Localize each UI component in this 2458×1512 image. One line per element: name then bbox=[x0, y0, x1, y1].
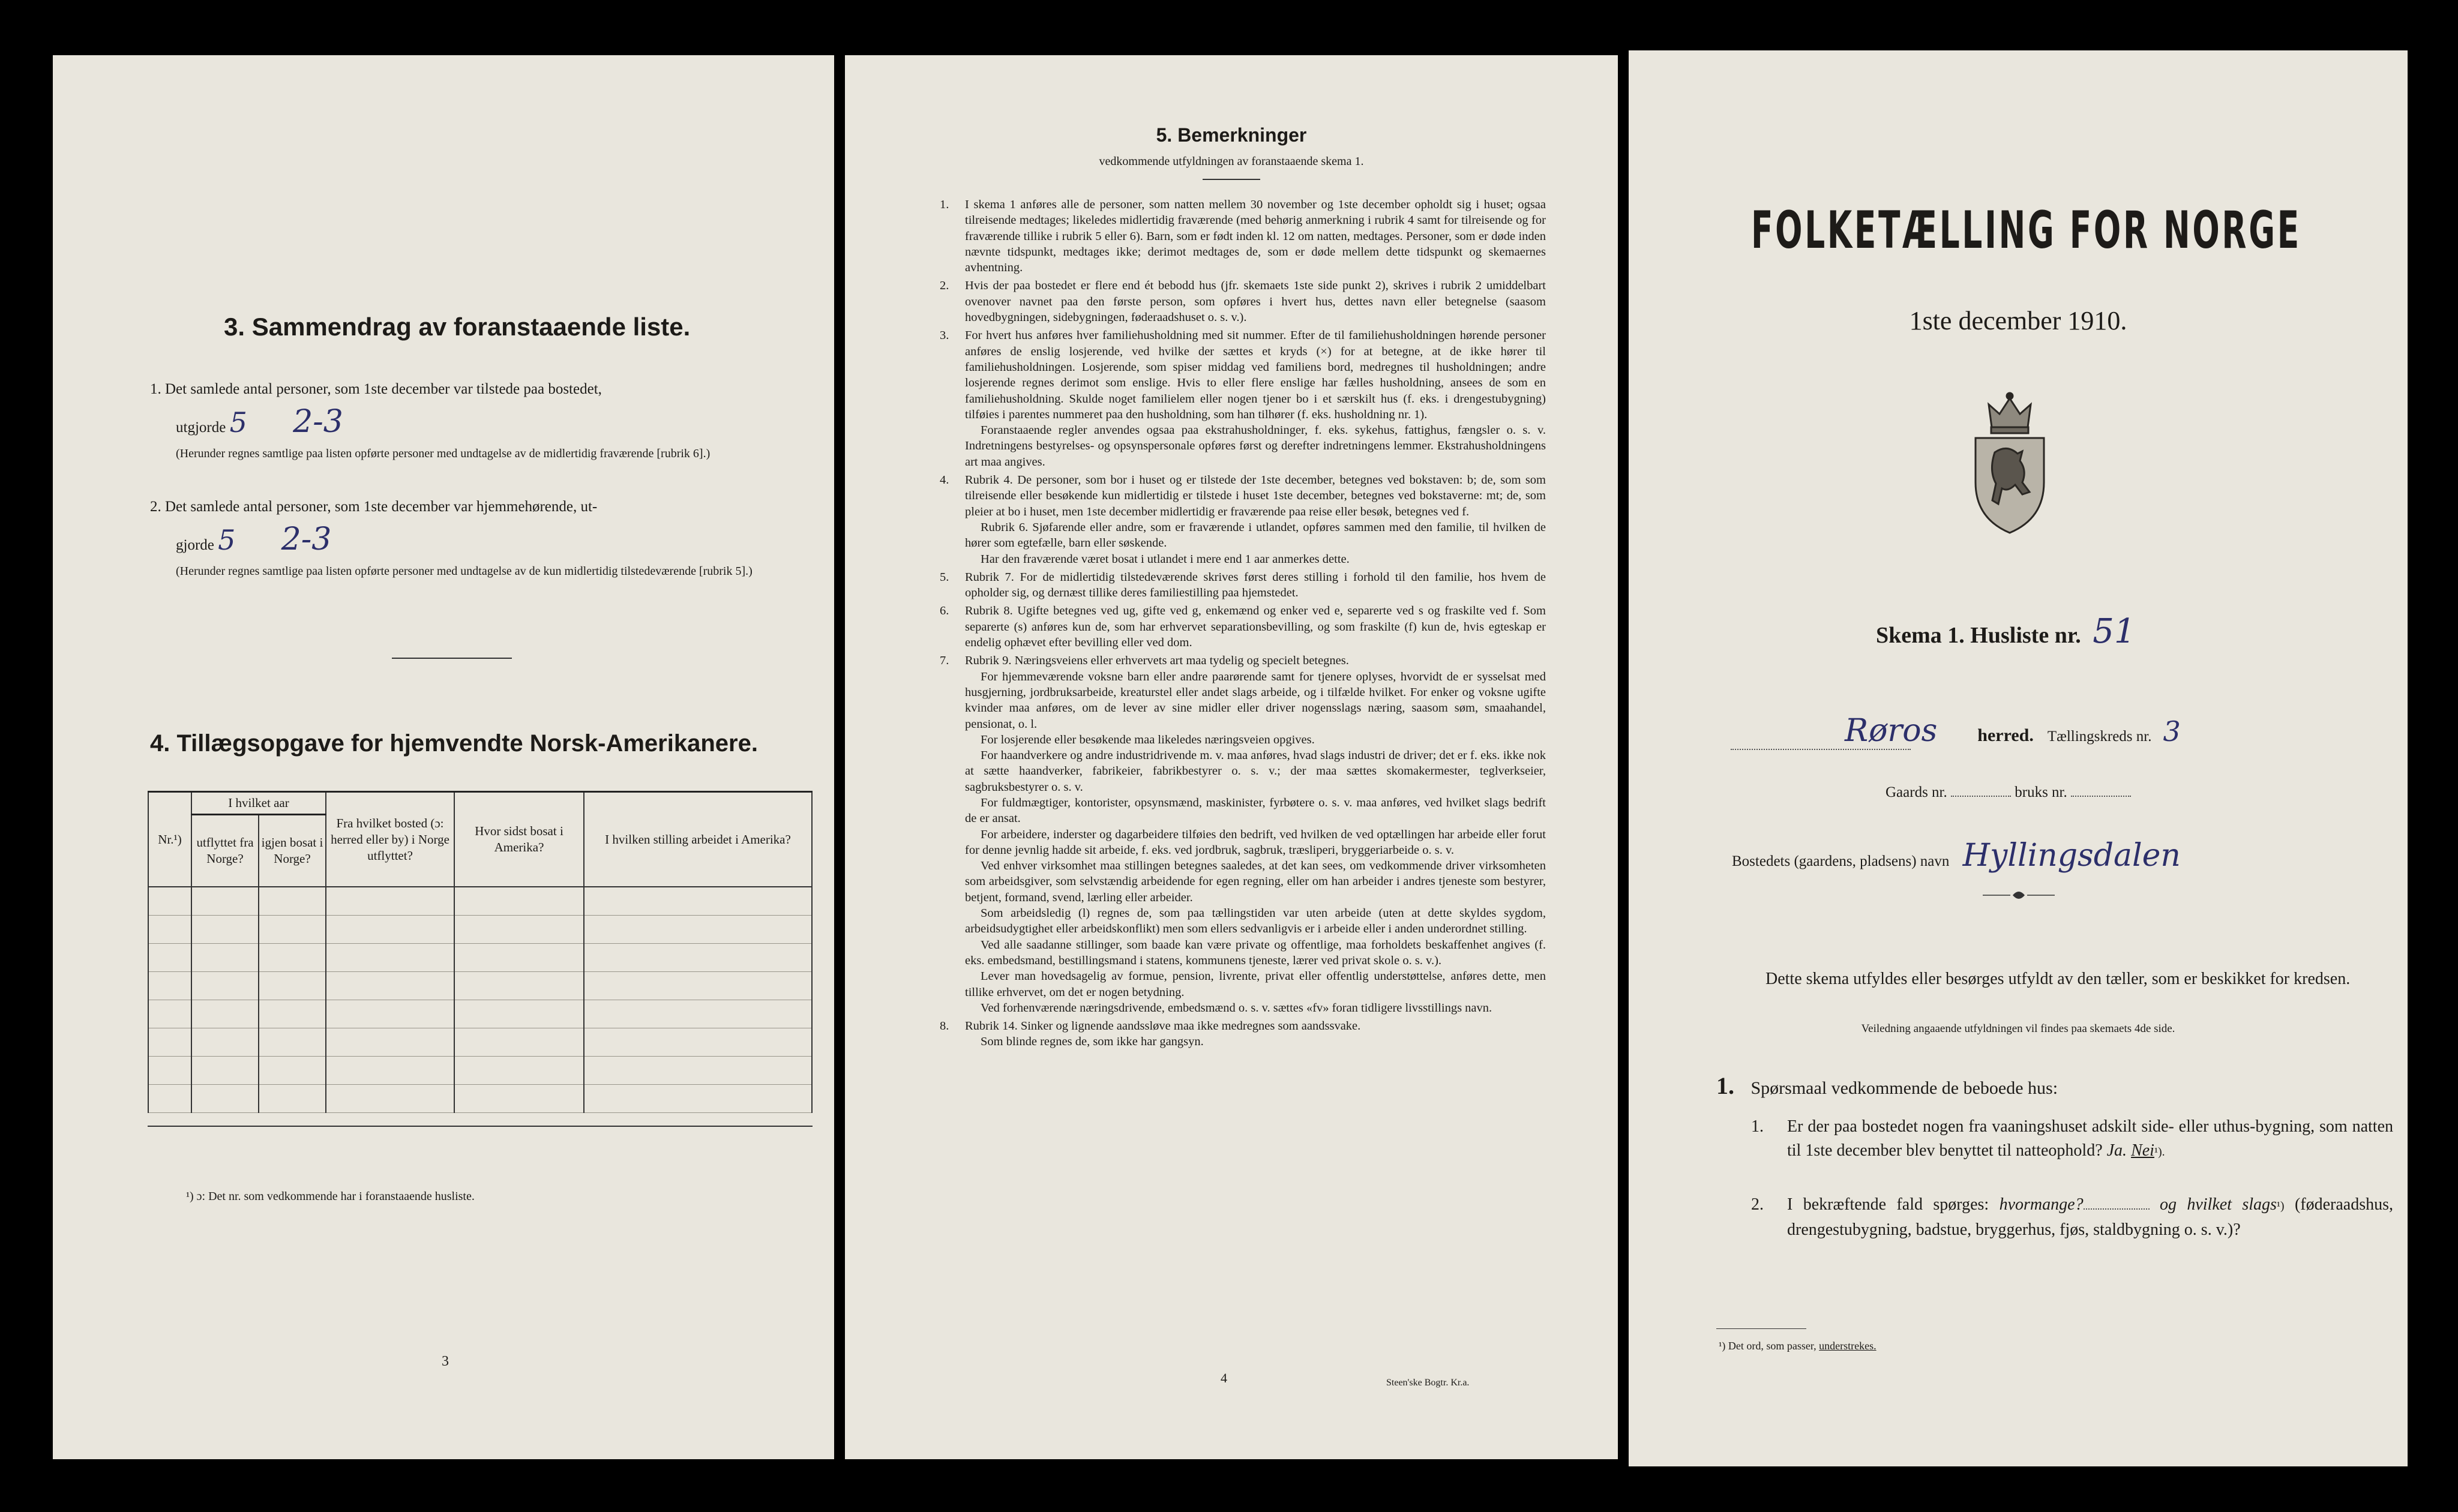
col-amerika: Hvor sidst bosat i Amerika? bbox=[454, 792, 584, 887]
table-row bbox=[148, 1028, 812, 1057]
remark-paragraph: Rubrik 8. Ugifte betegnes ved ug, gifte ved g, enkemænd og enker ved e, separerte ved s og fraskilte ved f. Som separerte (s) anføres kun de, som har erhvervet separationsbevilling, og som fraskilte (f) kun de, hvis egteskap er endelig ophævet efter bevilling eller ved dom. bbox=[965, 604, 1546, 650]
bosted-value: Hyllingsdalen bbox=[1962, 838, 2181, 874]
col-bosted: Fra hvilket bosted (ɔ: herred eller by) i Norge utflyttet? bbox=[326, 792, 454, 887]
remark-item bbox=[940, 603, 1546, 650]
printer-mark: Steen'ske Bogtr. Kr.a. bbox=[1386, 1378, 1470, 1388]
q2-rest: (føderaadshus, drengestubygning, badstue, bryggerhus, fjøs, staldbygning o. s. v.)? bbox=[1787, 1195, 2394, 1239]
item2-handwritten: 2-3 bbox=[281, 521, 332, 557]
right-footnote bbox=[1719, 1336, 1877, 1356]
remark-paragraph: Lever man hovedsagelig av formue, pension, livrente, privat eller offentlig understøttelse, anføres dette, men tillike erhvervet, om det er nogen betydning. bbox=[965, 970, 1546, 999]
remark-paragraph: Rubrik 7. For de midlertidig tilstedeværende skrives først deres stilling i forhold til den familie, hos hvem de opholder sig, og dernæst tillike deres familiestilling paa hjemstedet. bbox=[965, 570, 1546, 600]
remark-paragraph: Rubrik 14. Sinker og lignende aandssløve maa ikke medregnes som aandssvake. bbox=[965, 1019, 1361, 1033]
q1-sup: ¹). bbox=[2154, 1145, 2165, 1159]
q2-hvormange: hvormange? bbox=[1999, 1195, 2084, 1214]
remark-item bbox=[940, 653, 1546, 1016]
table-row bbox=[148, 1085, 812, 1113]
col-nr: Nr.¹) bbox=[148, 792, 191, 887]
remark-item bbox=[940, 328, 1546, 470]
q2-og: og hvilket slags bbox=[2159, 1195, 2277, 1214]
item1-note: (Herunder regnes samtlige paa listen opførte personer med undtagelse av de midlertidig fraværende [rubrik 6].) bbox=[176, 447, 711, 460]
table-body bbox=[148, 887, 812, 1113]
remark-paragraph: Rubrik 6. Sjøfarende eller andre, som er fraværende i utlandet, opføres sammen med den familie, til hvilken de hører som egtefælle, barn eller søskende. bbox=[965, 520, 1546, 550]
section4-title: 4. Tillægsopgave for hjemvendte Norsk-Amerikanere. bbox=[150, 730, 758, 757]
remark-paragraph: Ved forhenværende næringsdrivende, embedsmænd o. s. v. sættes «fv» foran tidligere livsstillings navn. bbox=[981, 1001, 1492, 1015]
remark-paragraph: For losjerende eller besøkende maa likeledes næringsveien opgives. bbox=[981, 733, 1315, 746]
remark-item bbox=[940, 569, 1546, 601]
remark-item bbox=[940, 1018, 1546, 1050]
col-utflyttet: utflyttet fra Norge? bbox=[191, 815, 259, 887]
remark-paragraph: Som blinde regnes de, som ikke har gangsyn. bbox=[981, 1035, 1204, 1049]
remark-paragraph: For arbeidere, inderster og dagarbeidere tilføies den bedrift, ved hvilken de ved optællingen har arbeide eller forut for denne jevnlig hadde sit arbeide, f. eks. ved jordbruk, sagbruk, træsliperi, bryggeriarbeide o. s. v. bbox=[965, 827, 1546, 857]
utgjorde-label: utgjorde bbox=[176, 419, 226, 436]
section3-title: 3. Sammendrag av foranstaaende liste. bbox=[224, 313, 691, 341]
utgjorde-label: gjorde bbox=[176, 537, 214, 553]
table-row bbox=[148, 1057, 812, 1085]
remarks-title: 5. Bemerkninger bbox=[1156, 124, 1307, 146]
item2-note: (Herunder regnes samtlige paa listen opførte personer med undtagelse av de kun midlertidig tilstedeværende [rubrik 5].) bbox=[176, 565, 753, 578]
table-row bbox=[148, 972, 812, 1000]
table-row bbox=[148, 916, 812, 944]
skema-label: Skema 1. Husliste nr. bbox=[1876, 623, 2081, 648]
remark-paragraph: For hjemmeværende voksne barn eller andre paarørende samt for tjenere oplyses, hvorvidt de er sysselsat med husgjerning, jordbruksarbeide, kreaturstel eller andet slags arbeide, og i tilfælde hvilket. For enker og voksne ugifte kvinder maa anføres, om de lever av sine midler eller driver nogensslags næring, saasom søm, smaahandel, pensionat, o. l. bbox=[965, 670, 1546, 731]
question-2 bbox=[1751, 1193, 2393, 1242]
page-left bbox=[53, 55, 834, 1459]
bosted-line bbox=[1732, 838, 2392, 880]
item1-handwritten: 2-3 bbox=[293, 404, 343, 440]
question-title: Spørsmaal vedkommende de beboede hus: bbox=[1750, 1078, 2058, 1098]
divider bbox=[392, 658, 512, 659]
remark-number: 7. bbox=[940, 654, 949, 668]
husliste-number: 51 bbox=[2093, 612, 2136, 651]
skema-line bbox=[1876, 612, 2136, 651]
q1-text: Er der paa bostedet nogen fra vaaningshuset adskilt side- eller uthus-bygning, som natten til 1ste december blev benyttet til natteophold? bbox=[1787, 1117, 2393, 1160]
remark-paragraph: Som arbeidsledig (l) regnes de, som paa tællingstiden var uten arbeide (uten at dette skyldes sygdom, arbeidsudygtighet eller arbeidskonflikt) men som ellers sedvanligvis er i arbeide eller i anden underordnet stilling. bbox=[965, 907, 1546, 936]
remark-number: 5. bbox=[940, 570, 949, 584]
table-bottom-rule bbox=[148, 1126, 813, 1127]
remark-paragraph: Hvis der paa bostedet er flere end ét bebodd hus (jfr. skemaets 1ste side punkt 2), skrives i rubrik 2 umiddelbart ovenover navnet paa den første person, som opføres i hvert hus, dettes navn eller betegnelse (saasom hovedbygningen, sidebygningen, føderaadshuset o. s. v.). bbox=[965, 279, 1546, 325]
kreds-label: Tællingskreds nr. bbox=[2047, 728, 2152, 745]
footnote-prefix: ¹) Det ord, som passer, bbox=[1719, 1340, 1816, 1352]
remark-paragraph: Rubrik 4. De personer, som bor i huset og er tilstede der 1ste december, betegnes ved bokstaven: b; de, som som tilreisende eller besøkende kun midlertidig er tilstede i huset 1ste december, betegnes ved bokstaverne: mt; de, som pleier at bo i huset, men 1ste december midlertidig er fraværende paa reise eller besøk, betegnes ved f. bbox=[965, 473, 1546, 518]
item1-text: 1. Det samlede antal personer, som 1ste december var tilstede paa bostedet, bbox=[150, 381, 602, 397]
remark-paragraph: For hvert hus anføres hver familiehusholdning med sit nummer. Efter de til familiehusholdningen hørende personer anføres de enslig losjerende, ved hvilke der sættes et kryds (×) for at betegne, at de ikke hører til familiehusholdningen. Losjerende, som spiser middag ved familiens bord, medregnes til husholdningen; andre losjerende regnes derimot som enslige. Hvis to eller flere enslige har fælles husholdning, ansees de som en familiehusholdning. Skulde noget familielem eller nogen tjener bo i et særskilt hus (f. eks. i drengestubygning) tilføies i parentes nummeret paa den husholdning, som han tilhører (f. eks. husholdning nr. 1). bbox=[965, 329, 1546, 421]
norsk-amerikanere-table bbox=[148, 791, 813, 1113]
remark-paragraph: Ved alle saadanne stillinger, som baade kan være private og offentlige, maa forholdets beskaffenhet angives (f. eks. embedsmand, bestillingsmand i statens, kommunens tjeneste, lærer ved privat skole o. s. v.). bbox=[965, 938, 1546, 967]
col-bosat: igjen bosat i Norge? bbox=[259, 815, 326, 887]
section4-footnote: ¹) ɔ: Det nr. som vedkommende har i foranstaaende husliste. bbox=[186, 1190, 475, 1203]
remark-paragraph: For haandverkere og andre industridrivende m. v. maa anføres, hvad slags industri de driver; det er f. eks. ikke nok at sætte haandverker, fabrikeier, fabrikbestyrer o. s. v.; der maa sættes skomakermester, teglverkseier, sagbruksbestyrer o. s. v. bbox=[965, 749, 1546, 794]
gaards-label: Gaards nr. bbox=[1886, 784, 1947, 800]
footnote-underline: understrekes. bbox=[1819, 1340, 1877, 1352]
question-number: 1. bbox=[1716, 1072, 1734, 1099]
remark-item bbox=[940, 278, 1546, 325]
item1-utgjorde bbox=[176, 404, 716, 440]
item2-value: 5 bbox=[218, 524, 236, 556]
remark-number: 8. bbox=[940, 1019, 949, 1033]
herred-value: Røros bbox=[1845, 713, 1938, 749]
page-middle bbox=[845, 55, 1618, 1459]
remark-number: 6. bbox=[940, 604, 949, 618]
bosted-label: Bostedets (gaardens, pladsens) navn bbox=[1732, 853, 1950, 869]
q2-sup: ¹) bbox=[2276, 1199, 2285, 1213]
remark-number: 1. bbox=[940, 198, 949, 211]
census-title: FOLKETÆLLING FOR NORGE bbox=[1751, 200, 2301, 260]
remark-paragraph: I skema 1 anføres alle de personer, som natten mellem 30 november og 1ste december opholdt sig i huset; ogsaa tilreisende medtages; likeledes midlertidig fraværende (med behørig anmerkning i rubrik 4 samt for tilreisende og for fraværende tillike i rubrik 5 eller 6). Barn, som er født inden kl. 12 om natten, medtages. Personer, som er døde inden nævnte tidspunkt, medtages ikke; derimot medtages de, som er døde mellem dette tidspunkt og skemaernes avhentning. bbox=[965, 198, 1546, 275]
q1-nei: Nei bbox=[2131, 1141, 2154, 1160]
remark-item bbox=[940, 197, 1546, 275]
kreds-number: 3 bbox=[2163, 715, 2181, 748]
item2-text: 2. Det samlede antal personer, som 1ste december var hjemmehørende, ut- bbox=[150, 499, 598, 515]
footnote-rule bbox=[1716, 1328, 1806, 1329]
coat-of-arms-icon bbox=[1965, 386, 2055, 536]
intro-note: Veiledning angaaende utfyldningen vil findes paa skemaets 4de side. bbox=[1861, 1022, 2175, 1035]
item1-value: 5 bbox=[229, 406, 247, 439]
item2-utgjorde bbox=[176, 521, 716, 557]
subtitle-rule bbox=[1203, 179, 1260, 180]
remark-paragraph: Ved enhver virksomhet maa stillingen betegnes saaledes, at det kan sees, om vedkommende driver virksomheten som arbeidsgiver, som selvstændig arbeidende for egen regning, eller om han arbeider i andres tjeneste som bestyrer, betjent, formand, svend, lærling eller arbeider. bbox=[965, 859, 1546, 904]
remark-paragraph: Foranstaaende regler anvendes ogsaa paa ekstrahusholdninger, f. eks. sykehus, fattighus, fængsler o. s. v. Indretningens bestyrelses- og opsynspersonale opføres først og derefter indretningens lemmer. Ekstrahusholdningens art maa angives. bbox=[965, 424, 1546, 469]
page-number: 3 bbox=[442, 1354, 449, 1369]
page-right bbox=[1629, 50, 2408, 1466]
remarks-list bbox=[940, 197, 1546, 1052]
page-number: 4 bbox=[1221, 1370, 1227, 1385]
remark-item bbox=[940, 472, 1546, 567]
remark-paragraph: Har den fraværende været bosat i utlandet i mere end 1 aar anmerkes dette. bbox=[981, 552, 1350, 566]
remarks-subtitle: vedkommende utfyldningen av foranstaaende skema 1. bbox=[1099, 155, 1364, 168]
question-heading bbox=[1716, 1074, 2058, 1100]
table-row bbox=[148, 1000, 812, 1028]
remark-number: 2. bbox=[940, 279, 949, 293]
remark-paragraph: For fuldmægtiger, kontorister, opsynsmænd, maskinister, fyrbøtere o. s. v. maa anføres, ved hvilket slags bedrift de er ansat. bbox=[965, 796, 1546, 826]
q2-number: 2. bbox=[1751, 1195, 1764, 1214]
intro-text: Dette skema utfyldes eller besørges utfyldt av den tæller, som er beskikket for kredsen. bbox=[1765, 970, 2351, 988]
q1-number: 1. bbox=[1751, 1117, 1764, 1136]
col-group-aar: I hvilket aar bbox=[191, 792, 326, 815]
gaards-line bbox=[1886, 782, 2131, 803]
q1-ja: Ja. bbox=[2106, 1141, 2127, 1160]
remark-paragraph: Rubrik 9. Næringsveiens eller erhvervets art maa tydelig og specielt betegnes. bbox=[965, 654, 1349, 668]
col-stilling: I hvilken stilling arbeidet i Amerika? bbox=[584, 792, 812, 887]
table-row bbox=[148, 944, 812, 972]
bruks-label: bruks nr. bbox=[2015, 784, 2067, 800]
herred-label: herred. bbox=[1977, 725, 2034, 745]
table-row bbox=[148, 887, 812, 916]
census-date: 1ste december 1910. bbox=[1909, 306, 2127, 335]
remark-number: 3. bbox=[940, 329, 949, 343]
q2-lead: I bekræftende fald spørges: bbox=[1787, 1195, 1989, 1214]
question-1 bbox=[1751, 1115, 2393, 1164]
ornament-divider-icon bbox=[1983, 888, 2055, 902]
herred-dots bbox=[1731, 749, 1911, 750]
remark-number: 4. bbox=[940, 473, 949, 487]
